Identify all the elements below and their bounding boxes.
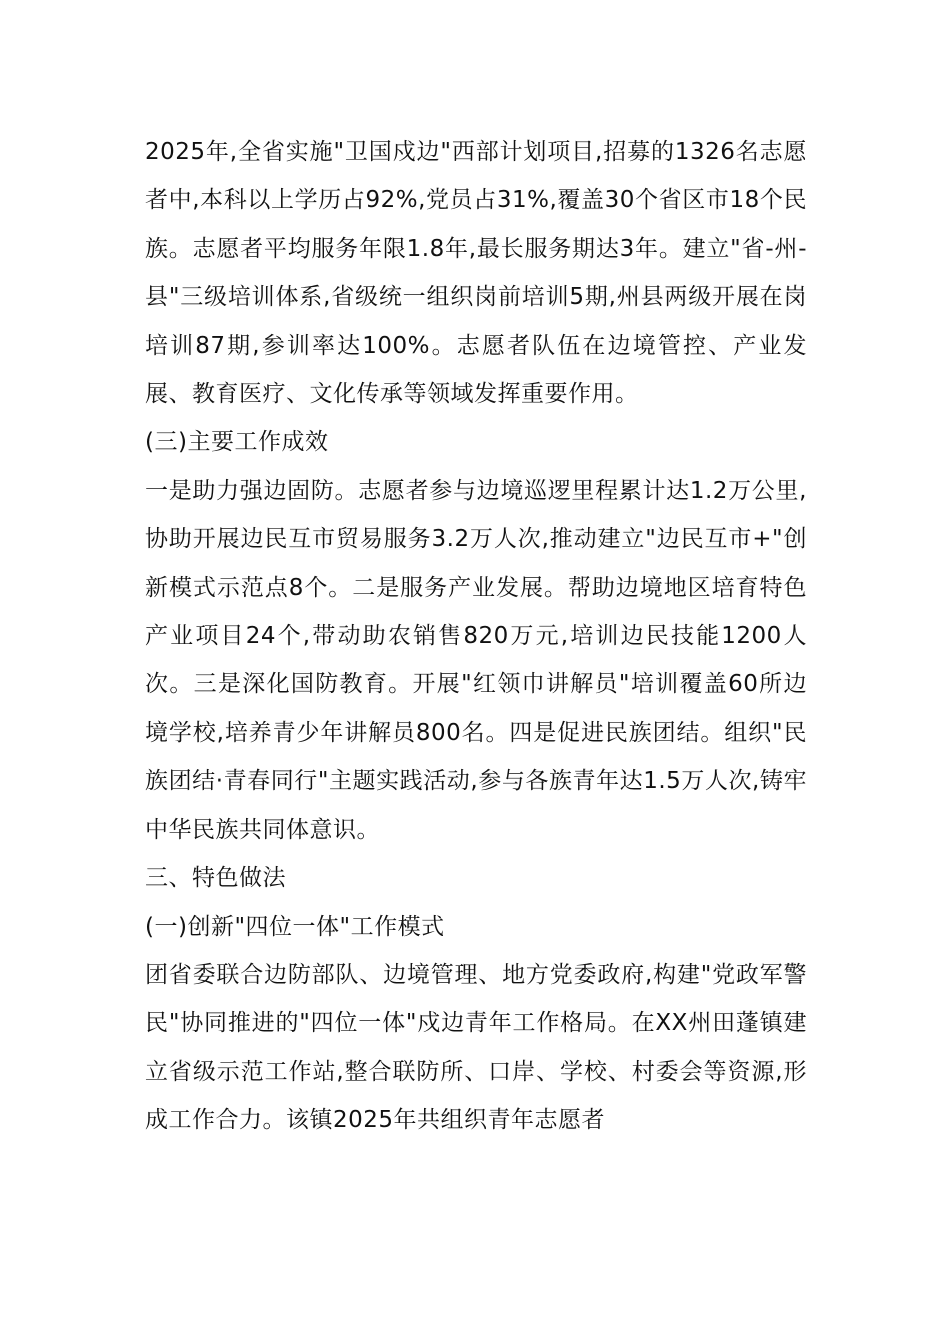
subsection-heading-four-in-one: (一)创新"四位一体"工作模式 (145, 913, 445, 940)
section-heading-main-results: (三)主要工作成效 (145, 429, 329, 456)
document-page (145, 128, 807, 1145)
paragraph-main-results: 一是助力强边固防。志愿者参与边境巡逻里程累计达1.2万公里,协助开展边民互市贸易服务3.2万人次,推动建立"边民互市+"创新模式示范点8个。二是服务产业发展。帮助边境地区培育特色产业项目24个,带动助农销售820万元,培训边民技能1200人次。三是深化国防教育。开展"红领巾讲解员"培训覆盖60所边境学校,培养青少年讲解员800名。四是促进民族团结。组织"民族团结·青春同行"主题实践活动,参与各族青年达1.5万人次,铸牢中华民族共同体意识。 (145, 477, 807, 843)
section-heading-featured-practices: 三、特色做法 (145, 865, 286, 892)
paragraph-volunteer-overview: 2025年,全省实施"卫国戍边"西部计划项目,招募的1326名志愿者中,本科以上学历占92%,党员占31%,覆盖30个省区市18个民族。志愿者平均服务年限1.8年,最长服务期达3年。建立"省-州-县"三级培训体系,省级统一组织岗前培训5期,州县两级开展在岗培训87期,参训率达100%。志愿者队伍在边境管控、产业发展、教育医疗、文化传承等领域发挥重要作用。 (145, 139, 807, 408)
paragraph-four-in-one-model: 团省委联合边防部队、边境管理、地方党委政府,构建"党政军警民"协同推进的"四位一体"戍边青年工作格局。在XX州田蓬镇建立省级示范工作站,整合联防所、口岸、学校、村委会等资源,形成工作合力。该镇2025年共组织青年志愿者 (145, 961, 807, 1134)
